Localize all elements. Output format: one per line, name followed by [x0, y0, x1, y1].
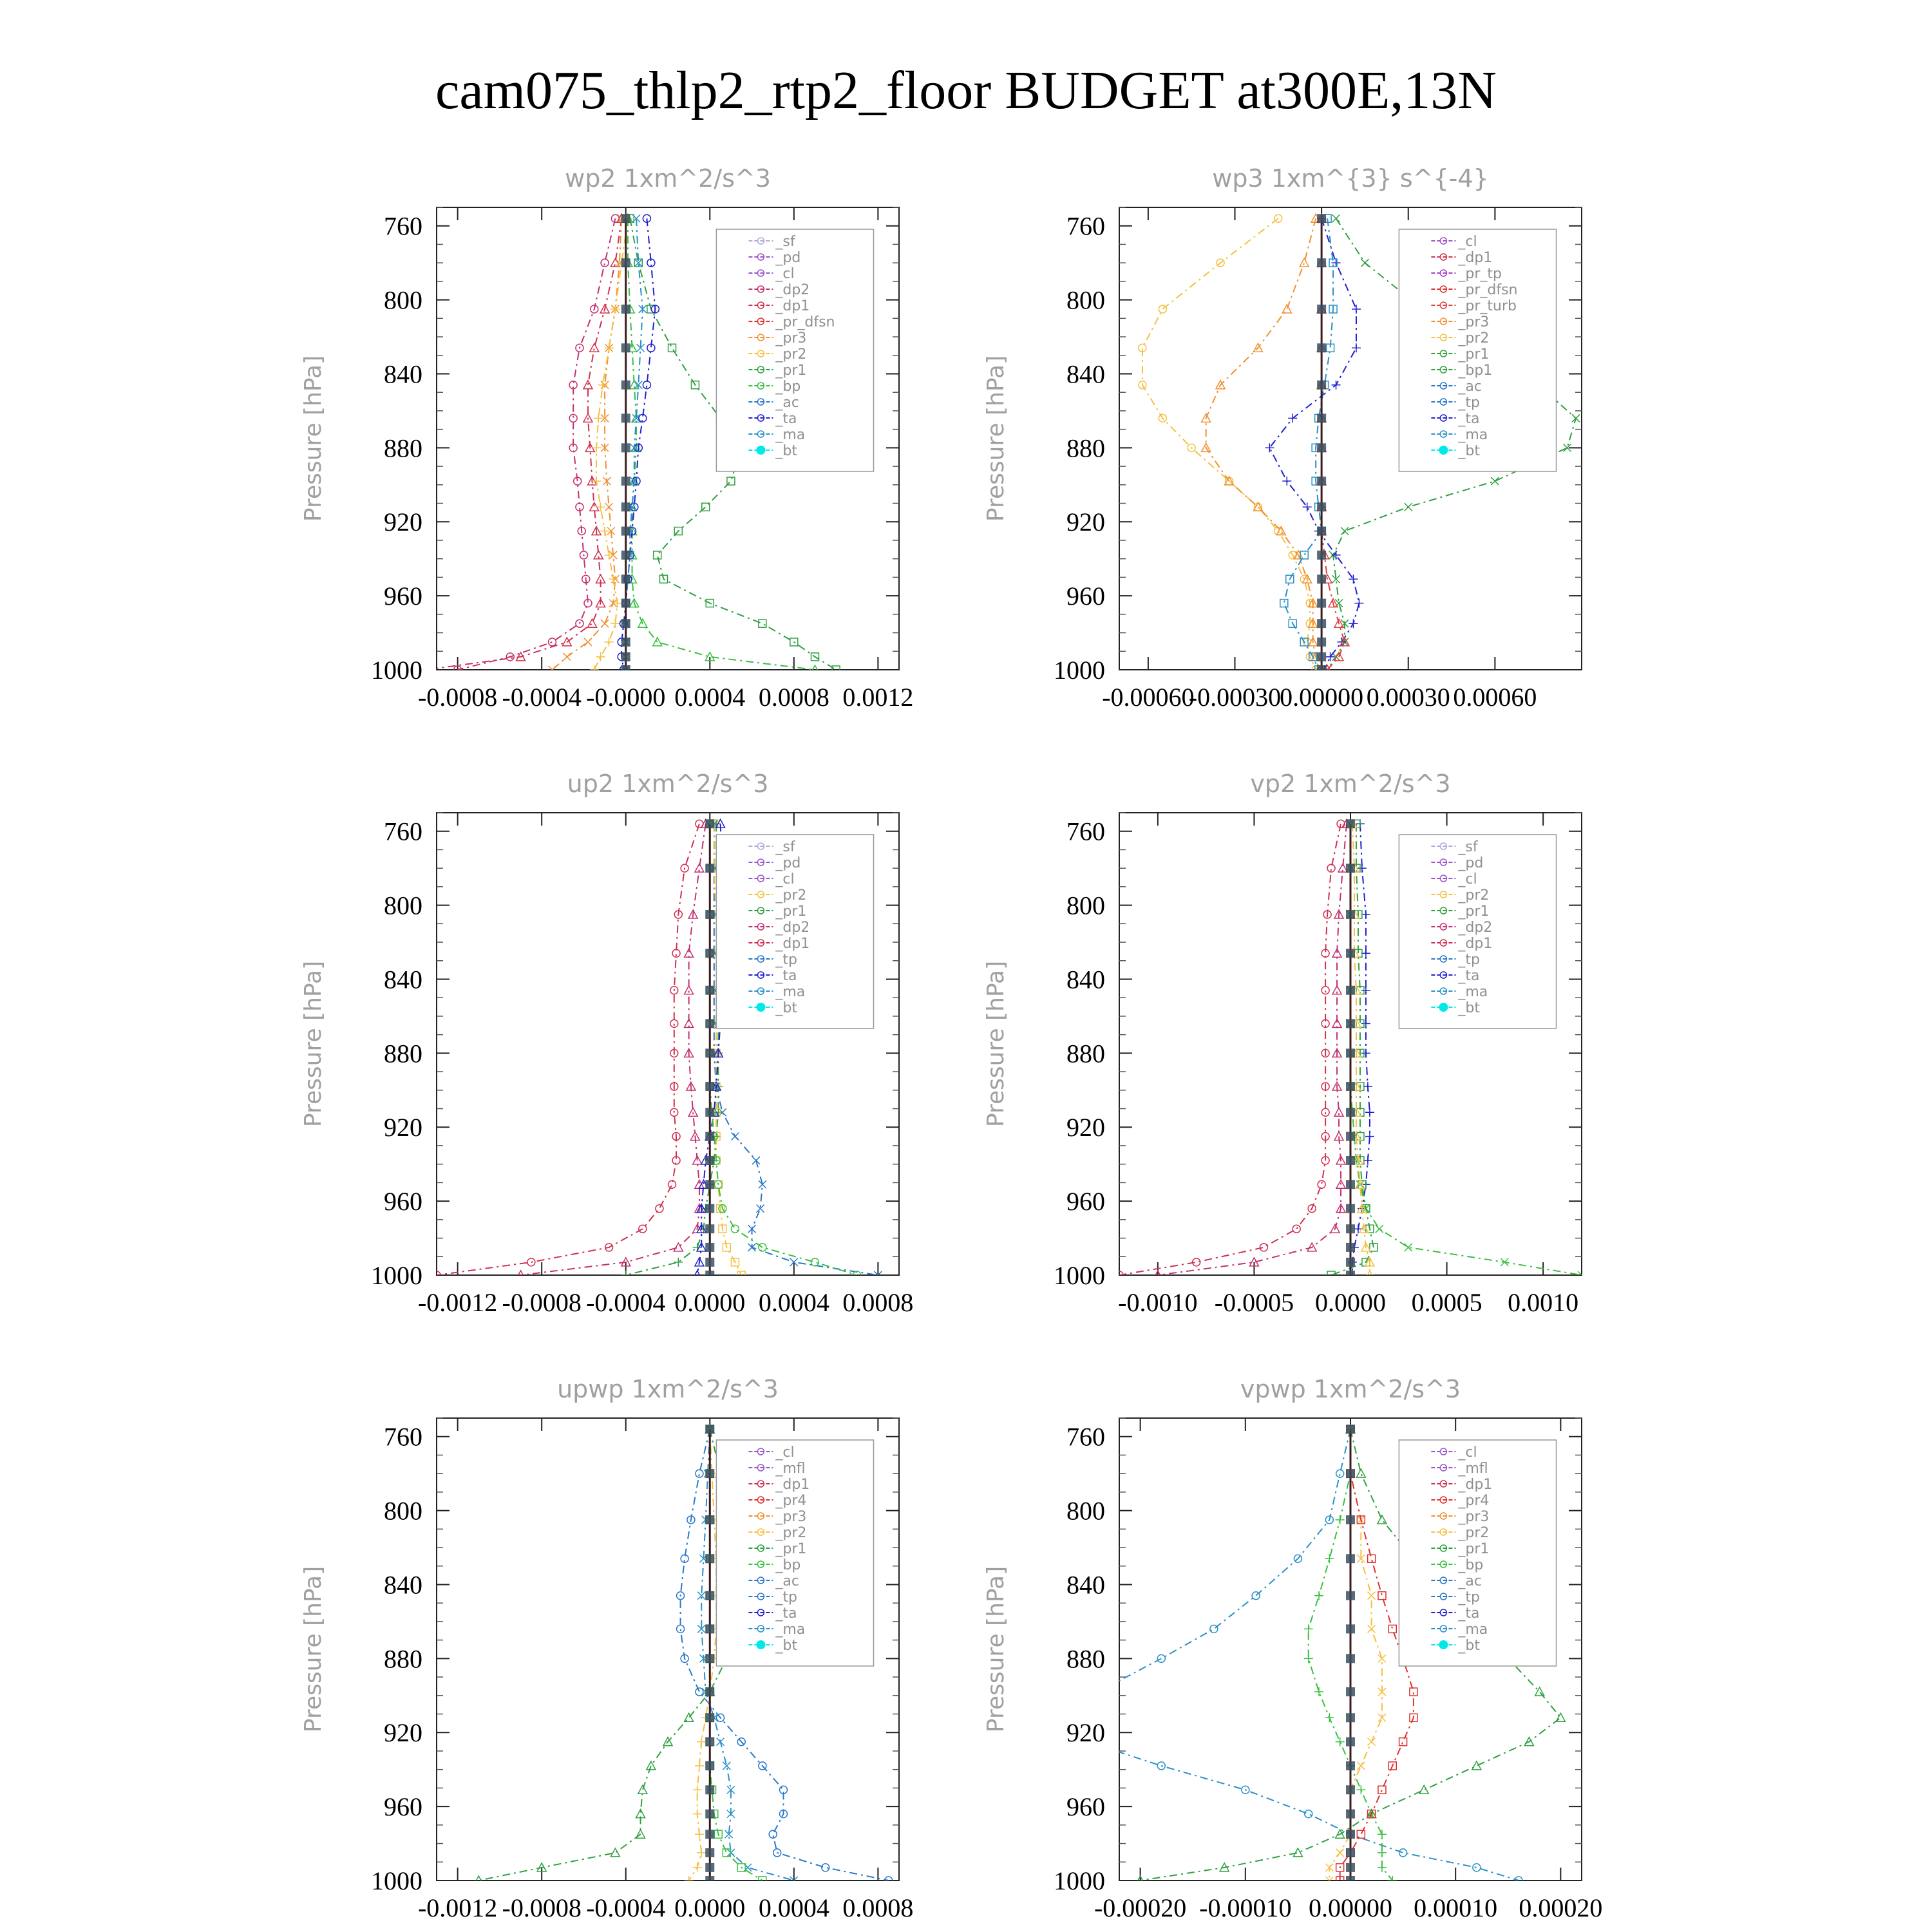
y-tick-label: 960: [1066, 582, 1105, 611]
y-tick-label: 840: [384, 1570, 422, 1600]
y-tick-label: 760: [384, 817, 422, 846]
y-tick-label: 920: [384, 507, 422, 537]
series-marker-_bt: [621, 443, 630, 452]
series-marker-_bt: [705, 1048, 714, 1057]
series-marker-_bt: [621, 619, 630, 628]
legend-label: _ac: [775, 395, 799, 411]
legend-label: _bp1: [1458, 363, 1493, 379]
legend-label: _bt: [1458, 1638, 1480, 1654]
series-marker-_bt: [1346, 1243, 1355, 1252]
legend-marker: [756, 446, 765, 455]
y-tick-label: 960: [384, 1187, 422, 1217]
series-marker-_bt: [1346, 1204, 1355, 1213]
series-marker-_bt: [621, 214, 630, 223]
series-marker-_bt: [705, 1554, 714, 1563]
series-marker-_bt: [1346, 1738, 1355, 1747]
legend-label: _ma: [775, 427, 806, 443]
x-tick-label: -0.0004: [586, 1893, 666, 1922]
legend-label: _pr3: [775, 1509, 807, 1525]
legend-label: _ma: [1458, 984, 1488, 1000]
series-marker-_bt: [1346, 1761, 1355, 1770]
series-marker-_bt: [1346, 1830, 1355, 1839]
series-marker-_bt: [705, 819, 714, 828]
panel-title: wp2 1xm^2/s^3: [565, 164, 771, 193]
series-marker-_bt: [1346, 986, 1355, 995]
legend-label: _pr1: [775, 1541, 807, 1557]
series-marker-_bt: [705, 1515, 714, 1524]
x-tick-label: -0.0010: [1118, 1288, 1198, 1317]
x-tick-label: -0.0012: [417, 1288, 498, 1317]
y-tick-label: 1000: [1054, 1261, 1105, 1290]
series-marker-_bt: [1317, 638, 1326, 647]
legend-label: _dp2: [775, 282, 810, 298]
series-marker-_bt: [621, 599, 630, 608]
legend-label: _pr3: [775, 330, 807, 346]
legend-label: _bt: [1458, 1000, 1480, 1016]
series-marker-_bt: [1346, 1048, 1355, 1057]
y-tick-label: 840: [384, 359, 422, 389]
legend-label: _pr4: [775, 1493, 807, 1509]
x-tick-label: -0.00020: [1094, 1893, 1187, 1922]
series-marker-_bt: [1317, 652, 1326, 661]
legend-label: _bp: [775, 379, 801, 395]
x-tick-label: 0.0004: [758, 1288, 829, 1317]
y-tick-label: 800: [384, 1496, 422, 1526]
legend-label: _dp1: [775, 298, 810, 314]
legend-label: _pr2: [1458, 887, 1490, 904]
series-marker-_bt: [1346, 1785, 1355, 1794]
legend-label: _mfl: [1458, 1461, 1488, 1477]
y-tick-label: 1000: [371, 1261, 422, 1290]
x-tick-label: 0.00020: [1519, 1893, 1603, 1922]
legend-label: _ta: [775, 411, 797, 427]
series-marker-_bt: [1317, 343, 1326, 352]
legend-label: _dp1: [1458, 1477, 1493, 1493]
legend-label: _pd: [775, 250, 801, 266]
series-marker-_bt: [705, 1738, 714, 1747]
series-marker-_bt: [1346, 819, 1355, 828]
series-marker-_bt: [1346, 1019, 1355, 1028]
y-tick-label: 960: [1066, 1792, 1105, 1822]
series-marker-_bt: [705, 1761, 714, 1770]
legend-label: _tp: [775, 952, 797, 968]
series-marker-_bt: [1317, 305, 1326, 314]
legend-label: _bt: [775, 1638, 797, 1654]
legend-label: _pr3: [1458, 1509, 1490, 1525]
legend-marker: [1439, 446, 1448, 455]
series-marker-_bt: [705, 1654, 714, 1663]
series-marker-_bt: [705, 1156, 714, 1165]
legend-label: _pr1: [775, 363, 807, 379]
series-marker-_bt: [621, 258, 630, 267]
legend-label: _pr_dfsn: [1458, 282, 1518, 298]
legend-label: _ac: [1458, 379, 1482, 395]
series-marker-_bt: [705, 1848, 714, 1857]
y-tick-label: 840: [1066, 965, 1105, 994]
legend-marker: [756, 1640, 765, 1649]
legend-label: _dp1: [775, 1477, 810, 1493]
series-marker-_bt: [1346, 1624, 1355, 1633]
series-marker-_bt: [1317, 258, 1326, 267]
x-tick-label: -0.0012: [417, 1893, 498, 1922]
legend-label: _ta: [1458, 968, 1480, 984]
y-tick-label: 880: [1066, 1644, 1105, 1674]
y-tick-label: 840: [1066, 359, 1105, 389]
series-marker-_bt: [705, 1204, 714, 1213]
x-tick-label: 0.0000: [674, 1893, 746, 1922]
legend-label: _pr1: [1458, 346, 1490, 363]
panel-title: wp3 1xm^{3} s^{-4}: [1212, 164, 1489, 193]
x-tick-label: -0.00030: [1188, 683, 1282, 712]
series-marker-_bt: [705, 1591, 714, 1600]
legend-label: _bp: [1458, 1557, 1484, 1573]
y-axis-label: Pressure [hPa]: [983, 960, 1009, 1128]
y-tick-label: 760: [384, 1422, 422, 1452]
series-marker-_bt: [1346, 1848, 1355, 1857]
legend-label: _pr2: [1458, 330, 1490, 346]
legend-label: _pr2: [1458, 1525, 1490, 1541]
x-tick-label: -0.00010: [1199, 1893, 1292, 1922]
series-marker-_bt: [705, 1132, 714, 1141]
series-marker-_bt: [705, 1082, 714, 1091]
legend-label: _pr1: [1458, 904, 1490, 920]
series-marker-_bt: [705, 1019, 714, 1028]
series-marker-_bt: [705, 1624, 714, 1633]
x-tick-label: 0.0012: [842, 683, 914, 712]
legend-label: _tp: [775, 1589, 797, 1605]
y-tick-label: 920: [384, 1113, 422, 1142]
y-tick-label: 880: [384, 1644, 422, 1674]
series-marker-_bt: [1346, 1156, 1355, 1165]
legend-label: _sf: [1458, 839, 1478, 855]
x-tick-label: 0.0004: [758, 1893, 829, 1922]
series-marker-_bt: [1317, 214, 1326, 223]
series-marker-_bt: [1317, 413, 1326, 422]
series-marker-_bt: [705, 1243, 714, 1252]
panel-title: upwp 1xm^2/s^3: [557, 1375, 779, 1403]
y-tick-label: 760: [1066, 817, 1105, 846]
series-marker-_bt: [621, 502, 630, 511]
y-axis-label: Pressure [hPa]: [983, 1566, 1009, 1733]
panel-title: vpwp 1xm^2/s^3: [1240, 1375, 1461, 1403]
y-tick-label: 960: [384, 582, 422, 611]
series-marker-_bt: [1346, 1082, 1355, 1091]
series-marker-_bt: [1346, 1654, 1355, 1663]
series-marker-_bt: [705, 1258, 714, 1267]
legend-label: _pr1: [775, 904, 807, 920]
y-tick-label: 840: [384, 965, 422, 994]
x-tick-label: 0.00030: [1366, 683, 1450, 712]
series-marker-_bt: [1346, 1224, 1355, 1233]
y-tick-label: 800: [384, 891, 422, 920]
legend-label: _ta: [1458, 1605, 1480, 1622]
y-tick-label: 800: [1066, 285, 1105, 315]
y-tick-label: 880: [1066, 1039, 1105, 1068]
series-marker-_bt: [705, 986, 714, 995]
legend-label: _tp: [1458, 395, 1480, 411]
series-marker-_bt: [1346, 1554, 1355, 1563]
y-tick-label: 880: [1066, 433, 1105, 463]
y-axis-label: Pressure [hPa]: [300, 960, 327, 1128]
series-marker-_bt: [705, 1108, 714, 1117]
series-marker-_bt: [1346, 1258, 1355, 1267]
legend-label: _cl: [775, 1444, 795, 1461]
x-tick-label: -0.0008: [502, 1288, 582, 1317]
legend-label: _pr1: [1458, 1541, 1490, 1557]
series-marker-_bt: [705, 949, 714, 958]
y-tick-label: 800: [1066, 1496, 1105, 1526]
legend-label: _ma: [1458, 427, 1488, 443]
legend-label: _pd: [1458, 855, 1484, 871]
legend-label: _bt: [775, 443, 797, 459]
x-tick-label: 0.00000: [1280, 683, 1364, 712]
y-tick-label: 1000: [1054, 656, 1105, 685]
series-marker-_bt: [705, 910, 714, 919]
x-tick-label: -0.0004: [502, 683, 582, 712]
legend-label: _ma: [775, 984, 806, 1000]
series-marker-_bt: [1346, 1515, 1355, 1524]
legend-label: _cl: [1458, 871, 1477, 887]
series-marker-_bt: [1346, 1180, 1355, 1189]
series-marker-_bt: [1317, 551, 1326, 560]
series-marker-_bt: [1317, 599, 1326, 608]
series-marker-_bt: [1346, 1863, 1355, 1872]
y-tick-label: 760: [384, 211, 422, 241]
x-tick-label: 0.0010: [1508, 1288, 1579, 1317]
series-marker-_bt: [621, 305, 630, 314]
series-marker-_bt: [705, 1863, 714, 1872]
series-marker-_bt: [705, 1810, 714, 1819]
legend-label: _bp: [775, 1557, 801, 1573]
figure-title: cam075_thlp2_rtp2_floor BUDGET at300E,13N: [435, 61, 1497, 120]
series-marker-_bt: [705, 1224, 714, 1233]
series-marker-_bt: [621, 638, 630, 647]
y-tick-label: 840: [1066, 1570, 1105, 1600]
series-marker-_bt: [1317, 381, 1326, 390]
series-marker-_bt: [1317, 502, 1326, 511]
series-marker-_bt: [1346, 1132, 1355, 1141]
series-marker-_bt: [705, 1713, 714, 1722]
x-tick-label: 0.00010: [1414, 1893, 1498, 1922]
x-tick-label: -0.0000: [586, 683, 666, 712]
legend-marker: [756, 1003, 765, 1012]
legend-label: _dp1: [775, 936, 810, 952]
legend-label: _sf: [775, 234, 795, 250]
series-marker-_bt: [1346, 910, 1355, 919]
legend-label: _ta: [1458, 411, 1480, 427]
x-tick-label: 0.0000: [674, 1288, 746, 1317]
y-tick-label: 920: [1066, 1113, 1105, 1142]
series-marker-_bt: [621, 413, 630, 422]
series-marker-_bt: [1346, 1425, 1355, 1434]
x-tick-label: -0.0005: [1214, 1288, 1294, 1317]
series-marker-_bt: [621, 527, 630, 536]
x-tick-label: -0.0008: [502, 1893, 582, 1922]
series-marker-_bt: [1317, 443, 1326, 452]
x-tick-label: 0.0008: [842, 1893, 914, 1922]
series-marker-_bt: [1346, 1713, 1355, 1722]
legend-label: _ac: [775, 1573, 799, 1589]
y-tick-label: 760: [1066, 211, 1105, 241]
series-marker-_bt: [1317, 527, 1326, 536]
series-marker-_bt: [621, 574, 630, 583]
legend-label: _dp1: [1458, 250, 1493, 266]
legend-label: _ac: [1458, 1573, 1482, 1589]
series-marker-_bt: [1346, 864, 1355, 873]
series-marker-_bt: [705, 864, 714, 873]
legend-label: _pd: [775, 855, 801, 871]
y-tick-label: 920: [1066, 1718, 1105, 1748]
legend-label: _ta: [775, 1605, 797, 1622]
legend-label: _bt: [1458, 443, 1480, 459]
x-tick-label: 0.00000: [1309, 1893, 1392, 1922]
legend-label: _mfl: [775, 1461, 806, 1477]
legend-label: _ma: [1458, 1622, 1488, 1638]
series-marker-_bt: [1346, 1469, 1355, 1478]
x-tick-label: 0.0008: [758, 683, 829, 712]
series-marker-_bt: [705, 1180, 714, 1189]
legend-label: _pr3: [1458, 314, 1490, 330]
y-tick-label: 960: [384, 1792, 422, 1822]
series-marker-_bt: [705, 1425, 714, 1434]
series-marker-_bt: [621, 551, 630, 560]
y-tick-label: 960: [1066, 1187, 1105, 1217]
legend-label: _pr_turb: [1458, 298, 1517, 314]
y-tick-label: 1000: [371, 1866, 422, 1895]
series-marker-_bt: [705, 1469, 714, 1478]
series-marker-_bt: [621, 477, 630, 486]
x-tick-label: -0.0004: [586, 1288, 666, 1317]
legend-label: _pr2: [775, 1525, 807, 1541]
y-tick-label: 1000: [1054, 1866, 1105, 1895]
legend-label: _bt: [775, 1000, 797, 1016]
legend-label: _cl: [1458, 1444, 1477, 1461]
series-marker-_bt: [621, 343, 630, 352]
y-axis-label: Pressure [hPa]: [983, 355, 1009, 522]
series-marker-_bt: [1346, 1810, 1355, 1819]
series-marker-_bt: [705, 1687, 714, 1696]
legend-label: _cl: [1458, 234, 1477, 250]
legend-label: _pr_tp: [1458, 266, 1502, 282]
series-marker-_bt: [621, 381, 630, 390]
series-marker-_bt: [1346, 1591, 1355, 1600]
series-marker-_bt: [1317, 574, 1326, 583]
series-marker-_bt: [1346, 1687, 1355, 1696]
legend-label: _dp2: [775, 920, 810, 936]
series-marker-_bt: [1346, 1108, 1355, 1117]
y-tick-label: 800: [1066, 891, 1105, 920]
y-tick-label: 880: [384, 1039, 422, 1068]
y-tick-label: 800: [384, 285, 422, 315]
x-tick-label: 0.0005: [1411, 1288, 1482, 1317]
series-marker-_bt: [1346, 949, 1355, 958]
legend-label: _pr2: [775, 887, 807, 904]
x-tick-label: -0.0008: [417, 683, 498, 712]
legend-label: _tp: [1458, 1589, 1480, 1605]
y-tick-label: 1000: [371, 656, 422, 685]
legend-label: _cl: [775, 871, 795, 887]
y-tick-label: 880: [384, 433, 422, 463]
legend-label: _pr_dfsn: [775, 314, 835, 330]
legend-label: _ma: [775, 1622, 806, 1638]
x-tick-label: 0.0008: [842, 1288, 914, 1317]
panel-title: vp2 1xm^2/s^3: [1250, 770, 1451, 798]
x-tick-label: 0.0000: [1315, 1288, 1386, 1317]
series-marker-_bt: [705, 1785, 714, 1794]
legend-label: _sf: [775, 839, 795, 855]
legend-label: _dp2: [1458, 920, 1493, 936]
y-tick-label: 760: [1066, 1422, 1105, 1452]
legend-label: _pr4: [1458, 1493, 1490, 1509]
panel-title: up2 1xm^2/s^3: [567, 770, 769, 798]
y-tick-label: 920: [384, 1718, 422, 1748]
legend-label: _cl: [775, 266, 795, 282]
legend-label: _ta: [775, 968, 797, 984]
y-axis-label: Pressure [hPa]: [300, 1566, 327, 1733]
series-marker-_bt: [621, 652, 630, 661]
legend-marker: [1439, 1640, 1448, 1649]
legend-marker: [1439, 1003, 1448, 1012]
legend-label: _dp1: [1458, 936, 1493, 952]
series-marker-_bt: [1317, 477, 1326, 486]
legend-label: _pr2: [775, 346, 807, 363]
legend-label: _tp: [1458, 952, 1480, 968]
series-marker-_bt: [1317, 619, 1326, 628]
y-axis-label: Pressure [hPa]: [300, 355, 327, 522]
x-tick-label: 0.0004: [674, 683, 746, 712]
y-tick-label: 920: [1066, 507, 1105, 537]
x-tick-label: 0.00060: [1453, 683, 1537, 712]
series-marker-_bt: [705, 1830, 714, 1839]
x-tick-label: -0.00060: [1102, 683, 1195, 712]
